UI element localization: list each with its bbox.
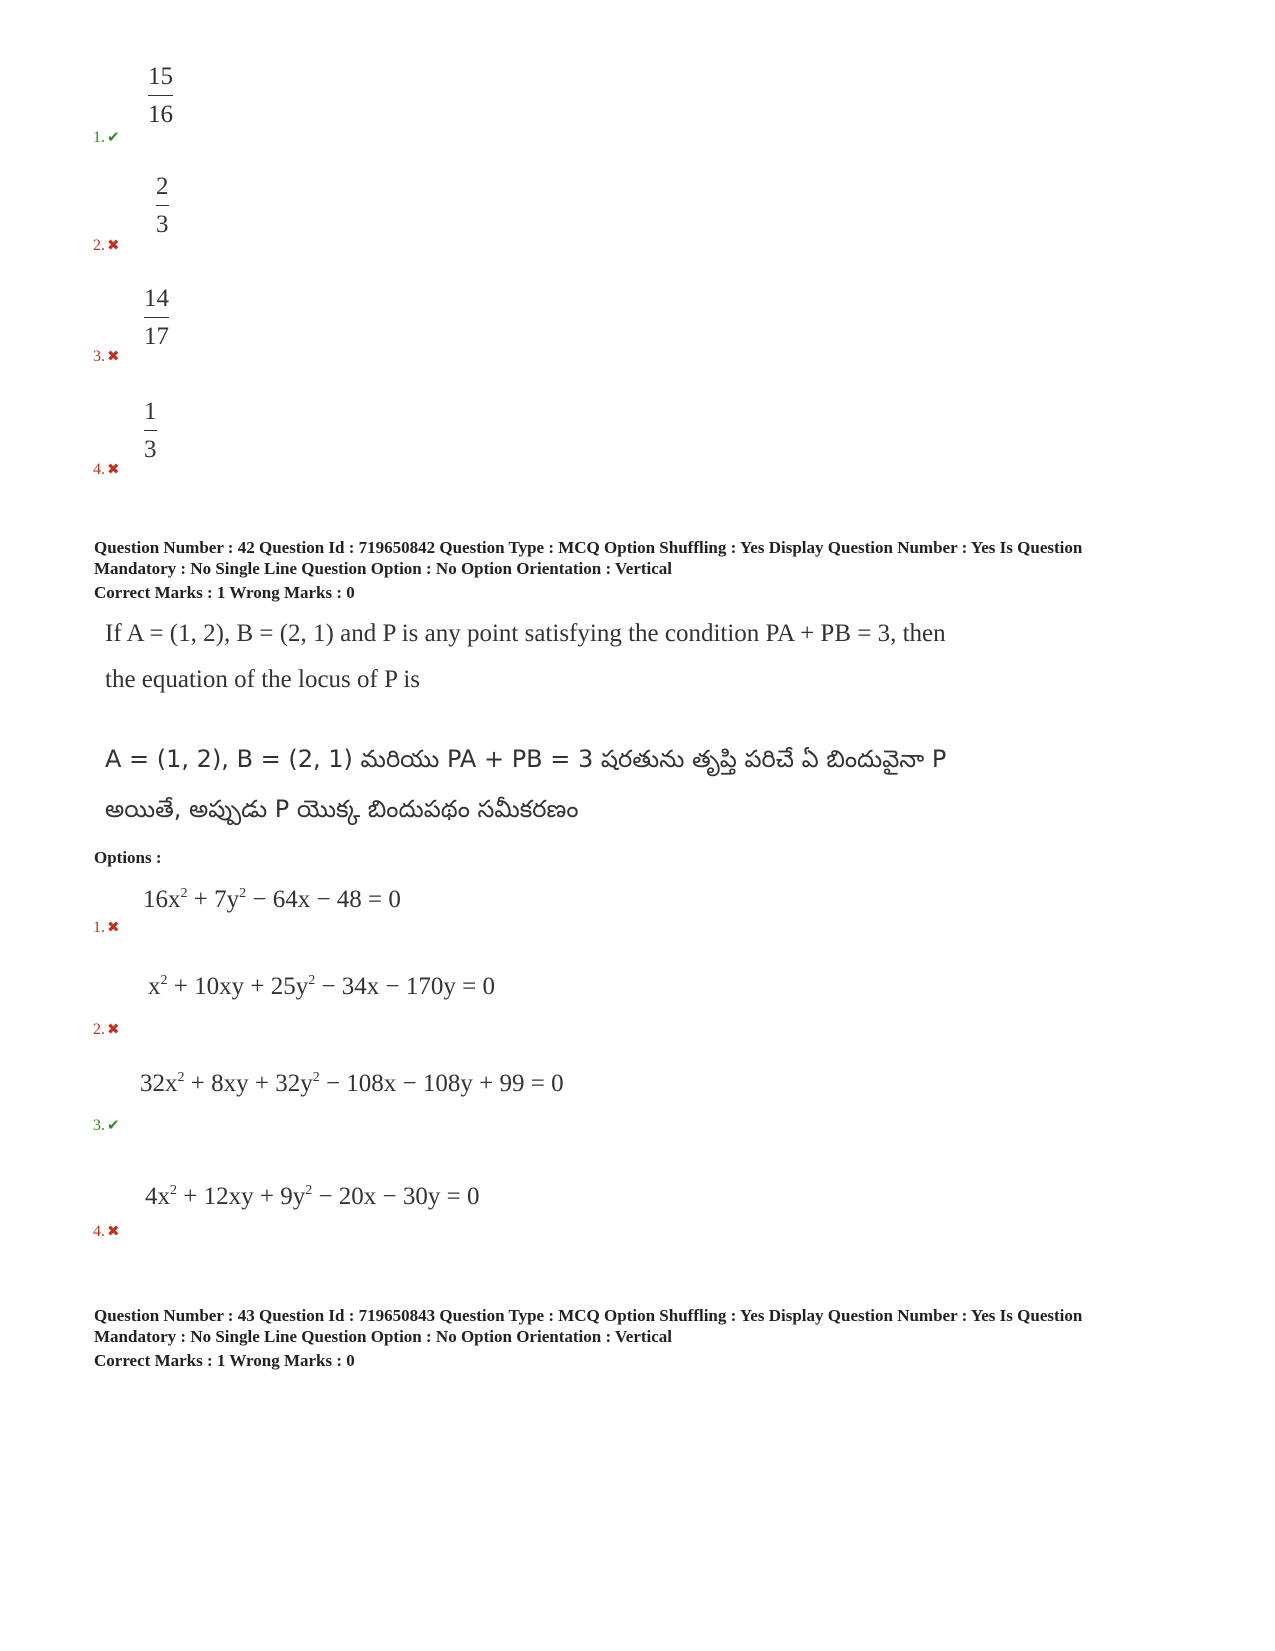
question-42-meta — [94, 537, 1214, 579]
options-label: Options : — [94, 848, 162, 867]
fraction-bar — [148, 95, 173, 96]
eq-exponent: 2 — [180, 886, 188, 901]
option-number — [93, 238, 120, 254]
cross-icon: ✖ — [107, 1022, 120, 1038]
meta-line: Mandatory : No Single Line Question Option : No Option Orientation : Vertical — [94, 1327, 673, 1346]
meta-line: Question Number : 42 Question Id : 719650842 Question Type : MCQ Option Shuffling : Yes Display Question Number : Yes Is Question — [94, 538, 1083, 557]
question-text-en: If A = (1, 2), B = (2, 1) and P is any point satisfying the condition PA + PB = 3, then — [105, 620, 946, 647]
cross-icon: ✖ — [107, 238, 120, 254]
denominator: 16 — [148, 101, 173, 128]
eq-part: x — [148, 973, 161, 1000]
question-43-meta — [94, 1305, 1214, 1347]
eq-part: − 20x − 30y = 0 — [312, 1183, 480, 1210]
option-number-label: 1. — [93, 129, 105, 146]
option-number — [93, 1224, 120, 1240]
numerator: 14 — [144, 285, 169, 312]
option-number-label: 3. — [93, 1117, 105, 1134]
check-icon: ✔ — [107, 130, 120, 146]
question-text-te: A = (1, 2), B = (2, 1) మరియు PA + PB = 3 షరతును తృప్తి పరిచే ఏ బిందువైనా P — [105, 745, 947, 773]
eq-part: + 8xy + 32y — [184, 1070, 313, 1097]
fraction — [156, 172, 169, 240]
eq-part: + 10xy + 25y — [167, 973, 309, 1000]
option-number — [93, 920, 120, 936]
meta-line: Mandatory : No Single Line Question Option : No Option Orientation : Vertical — [94, 559, 673, 578]
fraction-bar — [144, 317, 169, 318]
option-number-label: 1. — [93, 919, 105, 936]
option-number — [93, 1118, 120, 1134]
fraction — [144, 284, 169, 352]
eq-part: 16x — [143, 886, 181, 913]
eq-exponent: 2 — [308, 973, 316, 988]
cross-icon: ✖ — [107, 1224, 120, 1240]
fraction-bar — [156, 205, 169, 206]
option-number — [93, 1022, 120, 1038]
option-equation — [145, 1183, 480, 1211]
question-text-en: the equation of the locus of P is — [105, 666, 420, 693]
fraction — [148, 62, 173, 130]
eq-exponent: 2 — [170, 1183, 177, 1198]
eq-exponent: 2 — [312, 1070, 320, 1085]
denominator: 3 — [144, 436, 157, 463]
cross-icon: ✖ — [107, 920, 120, 936]
eq-part: − 34x − 170y = 0 — [315, 973, 496, 1000]
eq-exponent: 2 — [177, 1070, 185, 1085]
numerator: 1 — [144, 398, 157, 425]
meta-line: Question Number : 43 Question Id : 719650843 Question Type : MCQ Option Shuffling : Yes Display Question Number : Yes Is Question — [94, 1306, 1083, 1325]
option-number-label: 2. — [93, 237, 105, 254]
option-equation — [148, 973, 495, 1001]
numerator: 2 — [156, 173, 169, 200]
denominator: 17 — [144, 323, 169, 350]
eq-part: − 108x − 108y + 99 = 0 — [319, 1070, 564, 1097]
option-number-label: 4. — [93, 461, 105, 478]
option-number — [93, 462, 120, 478]
eq-part: + 7y — [187, 886, 240, 913]
option-number-label: 2. — [93, 1021, 105, 1038]
eq-exponent: 2 — [305, 1183, 313, 1198]
question-43-marks: Correct Marks : 1 Wrong Marks : 0 — [94, 1351, 355, 1370]
option-equation — [143, 886, 401, 914]
fraction — [144, 397, 157, 465]
denominator: 3 — [156, 211, 169, 238]
question-text-te: అయితే, అప్పుడు P యొక్క బిందుపథం సమీకరణం — [105, 795, 579, 823]
eq-exponent: 2 — [239, 886, 247, 901]
eq-part: 32x — [140, 1070, 178, 1097]
eq-exponent: 2 — [160, 973, 168, 988]
cross-icon: ✖ — [107, 462, 120, 478]
eq-part: − 64x − 48 = 0 — [246, 886, 401, 913]
fraction-bar — [144, 430, 157, 431]
check-icon: ✔ — [107, 1118, 120, 1134]
eq-part: + 12xy + 9y — [177, 1183, 306, 1210]
cross-icon: ✖ — [107, 349, 120, 365]
option-number — [93, 130, 120, 146]
option-number-label: 4. — [93, 1223, 105, 1240]
question-42-marks: Correct Marks : 1 Wrong Marks : 0 — [94, 583, 355, 602]
option-number — [93, 349, 120, 365]
option-number-label: 3. — [93, 348, 105, 365]
eq-part: 4x — [145, 1183, 170, 1210]
numerator: 15 — [148, 63, 173, 90]
option-equation — [140, 1070, 564, 1098]
